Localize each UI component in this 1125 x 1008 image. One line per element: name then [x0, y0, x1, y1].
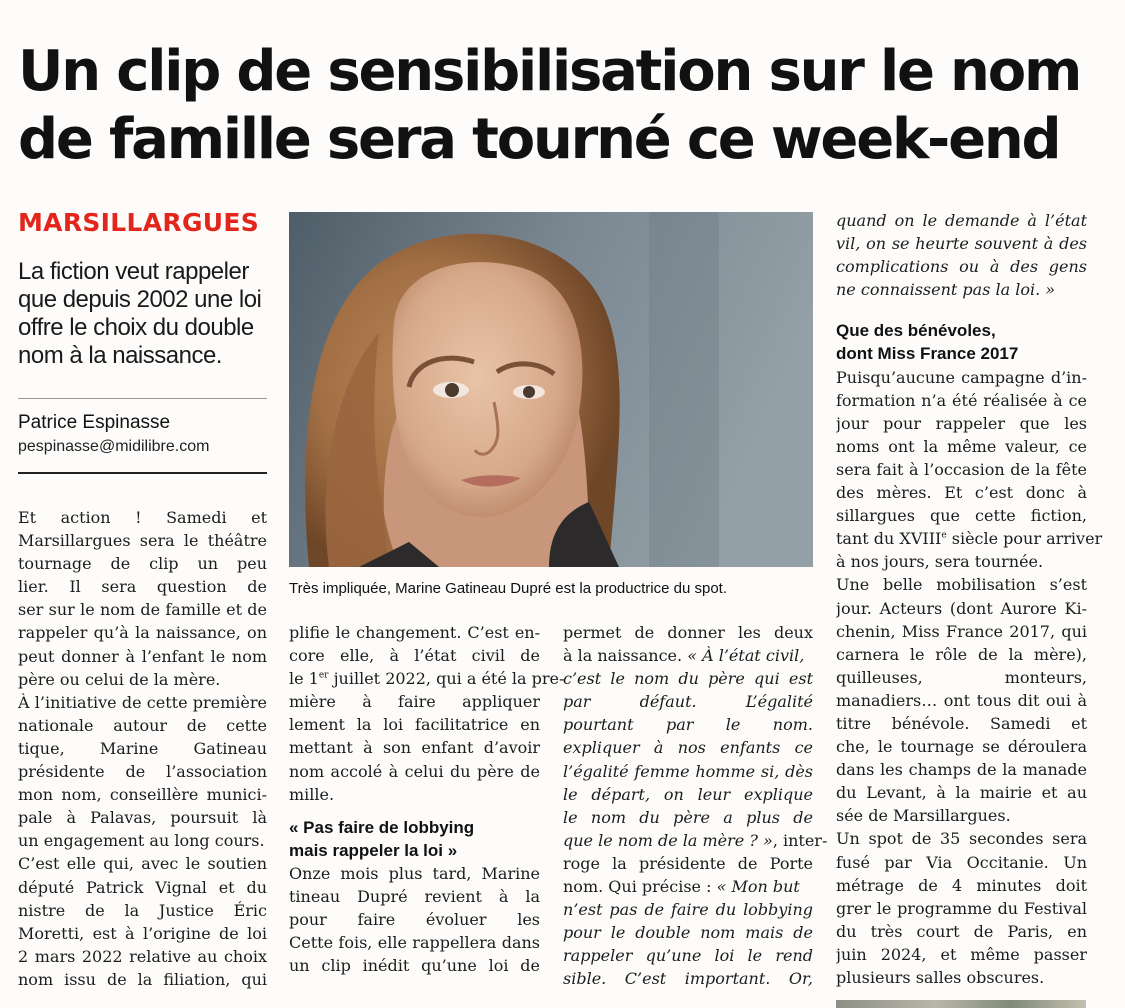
headline-line: Un clip de sensibilisation sur le nom	[18, 39, 1081, 104]
text-run: nom. Qui précise :	[563, 877, 717, 897]
body-line	[289, 667, 565, 690]
body-line: À l’initiative de cette première	[18, 692, 267, 712]
portrait-illustration	[289, 212, 813, 567]
quote-run: que le nom de la mère ? »	[563, 830, 773, 850]
body-column-4	[836, 209, 1103, 989]
subheading: dont Miss France 2017	[836, 344, 1019, 364]
body-line: roge la présidente de Porte	[563, 853, 813, 873]
body-line: présidente de l’association	[18, 762, 267, 782]
quote-line: le départ, on leur explique	[563, 784, 813, 804]
author-name: Patrice Espinasse	[18, 412, 171, 433]
body-line	[836, 527, 1103, 550]
photo-caption: Très impliquée, Marine Gatineau Dupré est la productrice du spot.	[289, 580, 727, 597]
quote-line: complications ou à des gens	[836, 257, 1087, 277]
body-line	[563, 875, 813, 898]
standfirst-line: nom à la naissance.	[18, 342, 222, 369]
body-line: lier. Il sera question de	[18, 577, 267, 597]
body-column-2	[289, 621, 565, 977]
body-line: dans les champs de la manade	[836, 760, 1087, 780]
text-run: juillet 2022, qui a été la pre-	[328, 669, 565, 689]
quote-run: « À l’état civil,	[687, 646, 805, 666]
body-line: mière à faire appliquer	[289, 692, 540, 712]
body-line: sillargues que cette fiction,	[836, 506, 1087, 526]
body-line: fusé par Via Occitanie. Un	[836, 852, 1087, 872]
body-line: plusieurs salles obscures.	[836, 968, 1045, 987]
quote-line: le nom du père a plus de	[563, 807, 813, 827]
body-line: chenin, Miss France 2017, qui	[836, 621, 1087, 641]
subheading: mais rappeler la loi »	[289, 840, 458, 860]
body-line: quilleuses, monteurs,	[836, 667, 1087, 687]
body-line: rappeler qu’à la naissance, on	[18, 623, 267, 643]
divider	[18, 472, 267, 474]
quote-line: n’est pas de faire du lobbying	[563, 900, 813, 920]
quote-run: « Mon but	[716, 877, 800, 897]
author-email[interactable]: pespinasse@midilibre.com	[18, 438, 210, 455]
standfirst-line: La fiction veut rappeler	[18, 258, 249, 285]
quote-line: par défaut. L’égalité	[563, 692, 813, 712]
body-line: nom issu de la filiation, qui	[18, 969, 267, 989]
subheading: « Pas faire de lobbying	[289, 817, 475, 837]
quote-line: pourtant par le nom.	[563, 715, 813, 735]
body-line: Onze mois plus tard, Marine	[289, 863, 540, 883]
text-run: , inter-	[772, 830, 828, 850]
body-line: Et action ! Samedi et	[18, 508, 267, 527]
body-line: titre bénévole. Samedi et	[836, 713, 1087, 733]
body-line: tique, Marine Gatineau	[18, 738, 267, 758]
body-line: pour faire évoluer les	[289, 910, 540, 930]
body-line: Cette fois, elle rappellera dans	[289, 933, 540, 953]
body-line: nistre de la Justice Éric	[18, 900, 267, 920]
body-line: Un spot de 35 secondes sera	[836, 829, 1087, 849]
body-line: pale à Palavas, poursuit là	[18, 808, 267, 828]
text-run: à la naissance.	[563, 646, 688, 666]
body-line: du Levant, à la mairie et au	[836, 783, 1087, 803]
superscript: er	[318, 670, 329, 681]
body-line: jour pour rappeler que les	[836, 413, 1087, 433]
body-line	[563, 644, 813, 667]
quote-line: expliquer à nos enfants ce	[563, 738, 813, 758]
body-line: mon nom, conseillère munici-	[18, 785, 267, 805]
body-line: grer le programme du Festival	[836, 898, 1087, 918]
body-line: Moretti, est à l’origine de loi	[18, 923, 267, 943]
body-line: ser sur le nom de famille et de	[18, 600, 267, 620]
body-line: 2 mars 2022 relative au choix	[18, 946, 267, 966]
body-line: sera fait à l’occasion de la fête	[836, 459, 1087, 479]
quote-line: c’est le nom du père qui est	[563, 669, 813, 689]
body-line: C’est elle qui, avec le soutien	[18, 854, 267, 874]
quote-line: vil, on se heurte souvent à des	[836, 234, 1087, 254]
standfirst-line: que depuis 2002 une loi	[18, 286, 262, 313]
body-line: un clip inédit qu’une loi de	[289, 956, 540, 976]
standfirst	[18, 258, 273, 370]
text-run: tant du XVIII	[836, 529, 942, 549]
body-line: père ou celui de la mère.	[18, 669, 221, 689]
body-line: Une belle mobilisation s’est	[836, 575, 1087, 595]
body-line: Marsillargues sera le théâtre	[18, 531, 267, 551]
body-line: core elle, à l’état civil de	[289, 646, 540, 666]
body-line: lement la loi facilitatrice en	[289, 715, 540, 735]
quote-line: ne connaissent pas la loi. »	[836, 280, 1056, 300]
portrait-photo	[289, 212, 813, 567]
body-line: mettant à son enfant d’avoir	[289, 738, 540, 758]
section-kicker: MARSILLARGUES	[18, 208, 260, 237]
quote-line: l’égalité femme homme si, dès	[563, 761, 813, 781]
body-line: manadiers… ont tous dit oui à	[836, 690, 1087, 710]
body-line: Puisqu’aucune campagne d’in-	[836, 367, 1087, 387]
quote-line: rappeler qu’une loi le rend	[563, 946, 813, 966]
body-line: che, le tournage se déroulera	[836, 737, 1087, 757]
spacer	[289, 806, 540, 816]
body-line: jour. Acteurs (dont Aurore Ki-	[836, 598, 1087, 618]
body-line: permet de donner les deux	[563, 623, 813, 642]
body-line: nom accolé à celui du père de	[289, 761, 540, 781]
text-run: siècle pour arriver	[946, 529, 1103, 549]
body-line: à nos jours, sera tournée.	[836, 552, 1044, 572]
body-line: du très court de Paris, en	[836, 921, 1087, 941]
body-line: peut donner à l’enfant le nom	[18, 646, 267, 666]
body-line: mille.	[289, 784, 335, 804]
body-line	[563, 829, 828, 852]
quote-line: quand on le demande à l’état	[836, 211, 1087, 230]
body-line: sée de Marsillargues.	[836, 806, 1011, 826]
standfirst-line: offre le choix du double	[18, 314, 254, 341]
body-line: juin 2024, et même passer	[836, 944, 1087, 964]
superscript: e	[941, 530, 947, 541]
body-line: des mères. Et c’est donc à	[836, 483, 1087, 503]
body-column-3	[563, 621, 828, 991]
headline	[18, 38, 1113, 174]
body-line: noms ont la même valeur, ce	[836, 436, 1087, 456]
body-line: tournage de clip un peu	[18, 554, 267, 574]
body-line: métrage de 4 minutes doit	[836, 875, 1087, 895]
divider	[18, 398, 267, 399]
subheading: Que des bénévoles,	[836, 321, 996, 341]
text-run: le 1	[289, 669, 319, 689]
quote-line: sible. C’est important. Or,	[563, 969, 813, 989]
body-line: carnera le rôle de la mère),	[836, 644, 1087, 664]
spacer	[836, 301, 1087, 319]
body-column-1	[18, 506, 267, 991]
quote-line: pour le double nom mais de	[563, 923, 813, 943]
body-line: plifie le changement. C’est en-	[289, 623, 540, 642]
headline-line: de famille sera tourné ce week-end	[18, 107, 1060, 172]
body-line: tineau Dupré revient à la	[289, 887, 540, 907]
body-line: nationale autour de cette	[18, 715, 267, 735]
body-line: député Patrick Vignal et du	[18, 877, 267, 897]
body-line: un engagement au long cours.	[18, 831, 265, 851]
next-photo-edge	[836, 1000, 1086, 1008]
body-line: formation n’a été réalisée à ce	[836, 390, 1087, 410]
